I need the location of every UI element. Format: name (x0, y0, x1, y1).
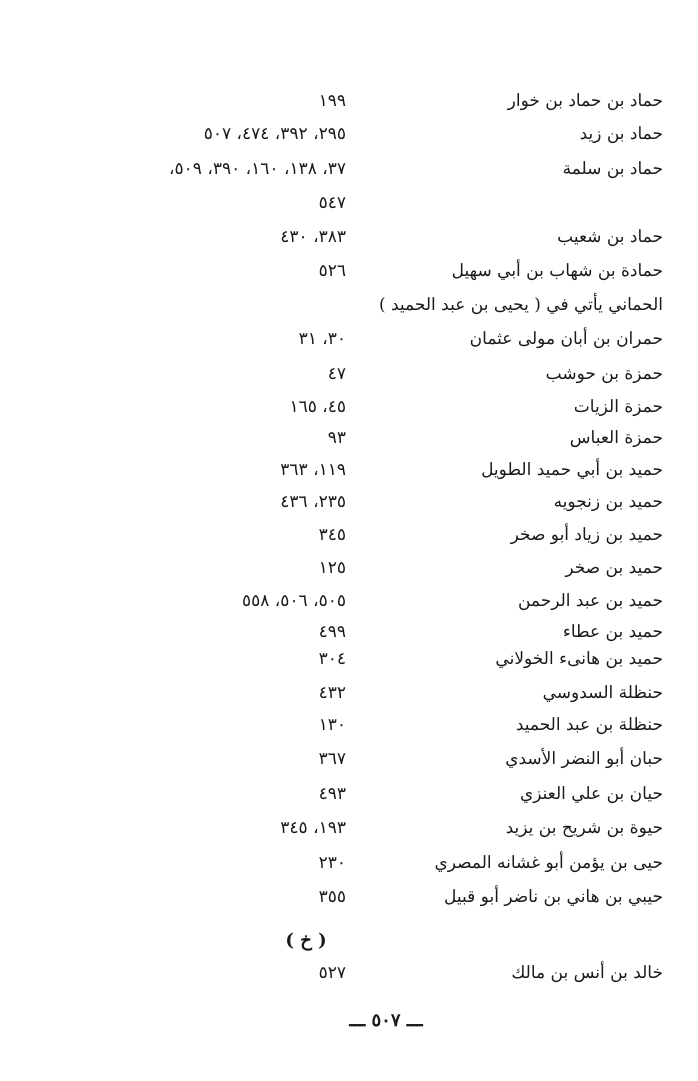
entry-pages: ١١٩، ٣٦٣ (280, 460, 346, 480)
entry-name: حميد بن هانىء الخولاني (495, 649, 663, 669)
index-entry (0, 120, 698, 148)
index-entry (0, 745, 698, 773)
entry-name: حمران بن أبان مولى عثمان (469, 329, 663, 349)
index-entry (0, 883, 698, 911)
entry-pages: ٣٨٣، ٤٣٠ (280, 227, 346, 247)
index-entry (0, 424, 698, 452)
section-heading (0, 926, 698, 956)
index-entry (0, 488, 698, 516)
index-entry (0, 393, 698, 421)
index-entry (0, 223, 698, 251)
entry-pages: ٥٢٦ (318, 261, 346, 281)
entry-pages: ٣٥٥ (318, 887, 346, 907)
entry-name: حميد بن زياد أبو صخر (510, 525, 663, 545)
index-entry (0, 257, 698, 285)
index-cross-reference (0, 291, 698, 319)
entry-name: حيى بن يؤمن أبو غشانه المصري (434, 853, 663, 873)
page-number-text: ـــ ٥٠٧ ـــ (349, 1010, 423, 1031)
index-entry (0, 814, 698, 842)
entry-name: حميد بن عطاء (562, 622, 663, 642)
entry-name: حيان بن علي العنزي (519, 784, 663, 804)
index-entry (0, 87, 698, 115)
entry-pages: ١٣٠ (318, 715, 346, 735)
entry-pages: ٣٧، ١٣٨، ١٦٠، ٣٩٠، ٥٠٩، (169, 159, 346, 179)
entry-pages: ٥٤٧ (318, 193, 346, 213)
entry-pages: ٩٣ (327, 428, 346, 448)
index-entry (0, 679, 698, 707)
entry-name: حمادة بن شهاب بن أبي سهيل (451, 261, 663, 281)
index-entry (0, 521, 698, 549)
entry-pages: ٢٣٠ (318, 853, 346, 873)
index-entry (0, 618, 698, 646)
entry-pages: ١٩٩ (318, 91, 346, 111)
entry-pages: ٥٢٧ (318, 963, 346, 983)
entry-pages: ٢٣٥، ٤٣٦ (280, 492, 346, 512)
section-heading-text: ( خ ) (285, 930, 327, 951)
index-entry (0, 554, 698, 582)
entry-name: حيبي بن هاني بن ناضر أبو قبيل (444, 887, 663, 907)
entry-name: حميد بن صخر (565, 558, 663, 578)
index-entry (0, 325, 698, 353)
entry-name: حنظلة بن عبد الحميد (515, 715, 663, 735)
entry-name: حمزة العباس (569, 428, 663, 448)
entry-name: حيوة بن شريح بن يزيد (505, 818, 663, 838)
entry-name: الحماني يأتي في ( يحيى بن عبد الحميد ) (378, 295, 663, 315)
entry-name: حنظلة السدوسي (542, 683, 663, 703)
entry-name: حماد بن سلمة (562, 159, 663, 179)
page-number (0, 1006, 698, 1036)
entry-pages: ٤٩٩ (318, 622, 346, 642)
entry-name: حمزة بن حوشب (545, 364, 663, 384)
entry-name: حميد بن عبد الرحمن (517, 591, 663, 611)
index-entry (0, 711, 698, 739)
entry-pages: ٣٠٤ (318, 649, 346, 669)
entry-pages: ٤٣٢ (318, 683, 346, 703)
entry-name: حميد بن أبي حميد الطويل (481, 460, 663, 480)
entry-name: حماد بن زيد (579, 124, 663, 144)
index-entry (0, 155, 698, 183)
index-entry (0, 456, 698, 484)
entry-pages: ٤٧ (327, 364, 346, 384)
entry-pages: ٣٦٧ (318, 749, 346, 769)
entry-pages: ٣٠، ٣١ (298, 329, 346, 349)
entry-pages: ٢٩٥، ٣٩٢، ٤٧٤، ٥٠٧ (203, 124, 346, 144)
entry-name: حماد بن شعيب (557, 227, 663, 247)
index-entry (0, 645, 698, 673)
index-entry (0, 360, 698, 388)
index-entry-continuation (0, 189, 698, 217)
index-entry (0, 587, 698, 615)
entry-pages: ٤٩٣ (318, 784, 346, 804)
entry-name: حمزة الزيات (573, 397, 663, 417)
index-entry (0, 959, 698, 987)
entry-name: خالد بن أنس بن مالك (511, 963, 663, 983)
entry-pages: ٥٠٥، ٥٠٦، ٥٥٨ (242, 591, 346, 611)
index-entry (0, 780, 698, 808)
entry-name: حماد بن حماد بن خوار (507, 91, 663, 111)
entry-pages: ١٩٣، ٣٤٥ (280, 818, 346, 838)
entry-pages: ١٢٥ (318, 558, 346, 578)
entry-name: حبان أبو النضر الأسدي (505, 749, 663, 769)
entry-pages: ٤٥، ١٦٥ (289, 397, 346, 417)
index-entry (0, 849, 698, 877)
entry-name: حميد بن زنجويه (553, 492, 663, 512)
entry-pages: ٣٤٥ (318, 525, 346, 545)
